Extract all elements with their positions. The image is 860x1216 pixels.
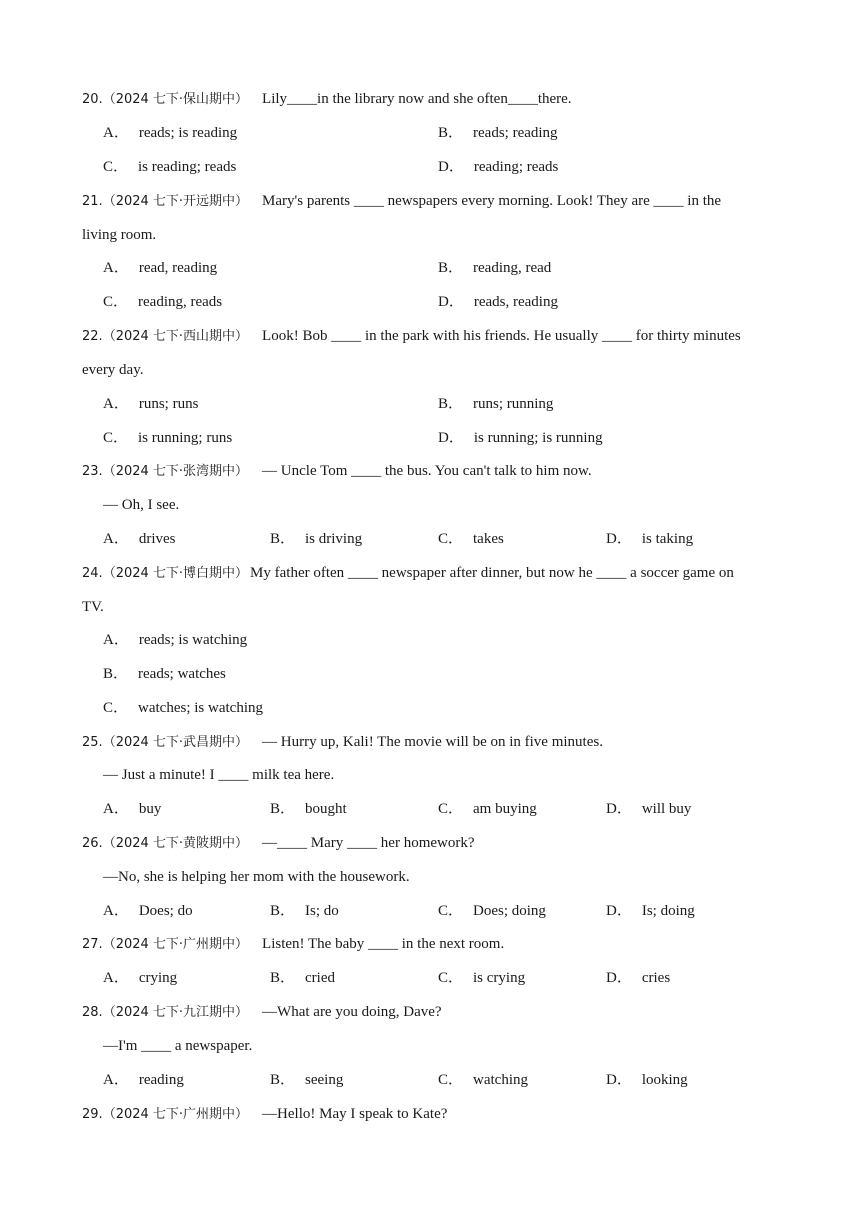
question-21-stem: [82, 191, 800, 212]
question-text: — Hurry up, Kali! The movie will be on in five minutes.: [262, 734, 603, 750]
dialog-line: —No, she is helping her mom with the housework.: [103, 869, 410, 885]
question-number: 28.: [82, 1005, 103, 1020]
option-b: B． reads; reading: [438, 125, 558, 141]
option-c: C． is reading; reads: [103, 159, 237, 175]
question-number: 26.: [82, 836, 103, 851]
option-b: B． Is; do: [270, 903, 339, 919]
question-number: 22.: [82, 329, 103, 344]
question-text: —Hello! May I speak to Kate?: [262, 1106, 448, 1122]
option-c: C． is running; runs: [103, 430, 233, 446]
question-22-stem: [82, 326, 800, 347]
option-b: B． seeing: [270, 1072, 344, 1088]
option-d: D． cries: [606, 970, 671, 986]
question-source: （2024 七下·博白期中）: [102, 566, 249, 581]
option-a: A． read, reading: [103, 260, 218, 276]
question-text-continued: TV.: [82, 599, 104, 615]
option-d: D． reading; reads: [438, 159, 559, 175]
option-a: A． drives: [103, 531, 176, 547]
question-24-stem: [82, 563, 800, 584]
option-b: B． reads; watches: [103, 666, 226, 682]
option-c: C． am buying: [438, 801, 537, 817]
question-28-stem: [82, 1002, 800, 1023]
question-text: My father often ____ newspaper after dinner, but now he ____ a soccer game on: [250, 565, 734, 581]
option-d: D． is running; is running: [438, 430, 603, 446]
option-b: B． reading, read: [438, 260, 552, 276]
option-b: B． runs; running: [438, 396, 554, 412]
option-c: C． takes: [438, 531, 504, 547]
option-d: D． Is; doing: [606, 903, 695, 919]
question-23-stem: [82, 461, 800, 482]
question-27-stem: [82, 934, 800, 955]
dialog-line: — Oh, I see.: [103, 497, 180, 513]
question-text: — Uncle Tom ____ the bus. You can't talk to him now.: [262, 463, 592, 479]
question-text: Mary's parents ____ newspapers every morning. Look! They are ____ in the: [262, 193, 722, 209]
question-number: 24.: [82, 566, 103, 581]
option-c: C． is crying: [438, 970, 526, 986]
question-source: （2024 七下·九江期中）: [102, 1005, 249, 1020]
question-text: Lily____in the library now and she often____there.: [262, 91, 572, 107]
question-text: Look! Bob ____ in the park with his friends. He usually ____ for thirty minutes: [262, 328, 741, 344]
question-text: —____ Mary ____ her homework?: [262, 835, 475, 851]
question-source: （2024 七下·西山期中）: [102, 329, 249, 344]
option-a: A． crying: [103, 970, 178, 986]
option-b: B． bought: [270, 801, 347, 817]
question-source: （2024 七下·武昌期中）: [102, 735, 249, 750]
option-c: C． reading, reads: [103, 294, 223, 310]
option-b: B． is driving: [270, 531, 363, 547]
option-c: C． Does; doing: [438, 903, 546, 919]
option-a: A． reads; is reading: [103, 125, 238, 141]
question-29-stem: [82, 1104, 800, 1125]
question-text-continued: every day.: [82, 362, 144, 378]
question-text: —What are you doing, Dave?: [262, 1004, 442, 1020]
option-a: A． Does; do: [103, 903, 193, 919]
question-25-stem: [82, 732, 800, 753]
dialog-line: — Just a minute! I ____ milk tea here.: [103, 767, 335, 783]
question-26-stem: [82, 833, 800, 854]
option-b: B． cried: [270, 970, 335, 986]
option-a: A． reading: [103, 1072, 184, 1088]
option-a: A． buy: [103, 801, 162, 817]
question-20-stem: [82, 89, 800, 110]
option-d: D． reads, reading: [438, 294, 558, 310]
option-d: D． will buy: [606, 801, 692, 817]
question-text: Listen! The baby ____ in the next room.: [262, 936, 505, 952]
dialog-line: —I'm ____ a newspaper.: [103, 1038, 253, 1054]
question-text-continued: living room.: [82, 227, 157, 243]
option-d: D． looking: [606, 1072, 688, 1088]
question-number: 27.: [82, 937, 103, 952]
question-number: 23.: [82, 464, 103, 479]
option-a: A． reads; is watching: [103, 632, 248, 648]
option-c: C． watches; is watching: [103, 700, 263, 716]
question-number: 21.: [82, 194, 103, 209]
option-c: C． watching: [438, 1072, 528, 1088]
question-number: 25.: [82, 735, 103, 750]
option-a: A． runs; runs: [103, 396, 199, 412]
question-source: （2024 七下·张湾期中）: [102, 464, 249, 479]
question-source: （2024 七下·广州期中）: [102, 1107, 249, 1122]
question-source: （2024 七下·黄陂期中）: [102, 836, 249, 851]
question-number: 29.: [82, 1107, 103, 1122]
question-number: 20.: [82, 92, 103, 107]
question-source: （2024 七下·开远期中）: [102, 194, 249, 209]
question-source: （2024 七下·保山期中）: [102, 92, 249, 107]
option-d: D． is taking: [606, 531, 694, 547]
question-source: （2024 七下·广州期中）: [102, 937, 249, 952]
